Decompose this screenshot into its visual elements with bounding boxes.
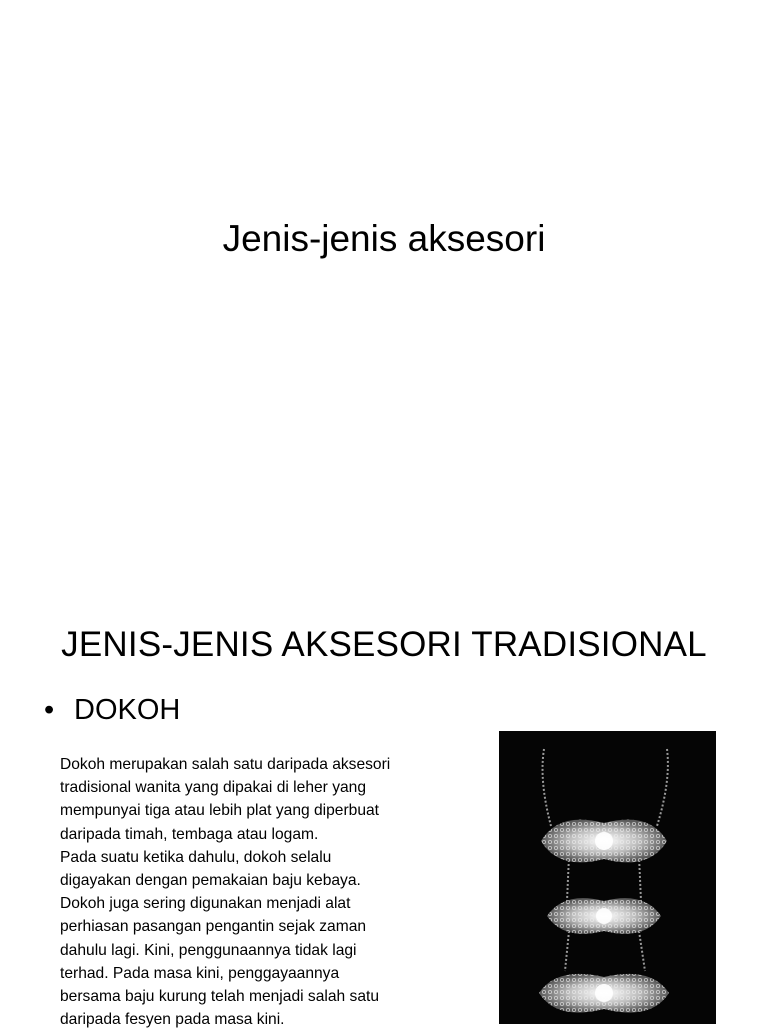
paragraph-line: Dokoh juga sering digunakan menjadi alat: [60, 895, 351, 913]
necklace-plate: [539, 974, 669, 1013]
paragraph-line: mempunyai tiga atau lebih plat yang diperbuat: [60, 802, 380, 820]
paragraph-line: tradisional wanita yang dipakai di leher yang: [60, 779, 367, 797]
slide-title: Jenis-jenis aksesori: [222, 218, 546, 259]
paragraph-line: Dokoh merupakan salah satu daripada aksesori: [60, 756, 391, 773]
necklace-plate: [547, 898, 661, 934]
paragraph-line: daripada timah, tembaga atau logam.: [60, 825, 319, 843]
bullet-icon: •: [44, 694, 55, 726]
dokoh-necklace-image: [499, 731, 716, 1024]
paragraph-line: bersama baju kurung telah menjadi salah satu: [60, 988, 380, 1006]
section-heading: JENIS-JENIS AKSESORI TRADISIONAL: [61, 625, 707, 664]
paragraph-line: daripada fesyen pada masa kini.: [60, 1011, 285, 1029]
paragraph-line: terhad. Pada masa kini, penggayaannya: [60, 964, 340, 982]
bullet-item: [44, 694, 180, 727]
paragraph-line: dahulu lagi. Kini, penggunaannya tidak lagi: [60, 941, 357, 959]
description-paragraph: [60, 753, 460, 1031]
necklace-plate: [541, 820, 667, 863]
bullet-label: DOKOH: [74, 694, 181, 726]
paragraph-line: perhiasan pasangan pengantin sejak zaman: [60, 918, 367, 936]
paragraph-line: digayakan dengan pemakaian baju kebaya.: [60, 872, 361, 890]
dokoh-necklace-photo: [499, 731, 716, 1024]
paragraph-line: Pada suatu ketika dahulu, dokoh selalu: [60, 848, 332, 866]
